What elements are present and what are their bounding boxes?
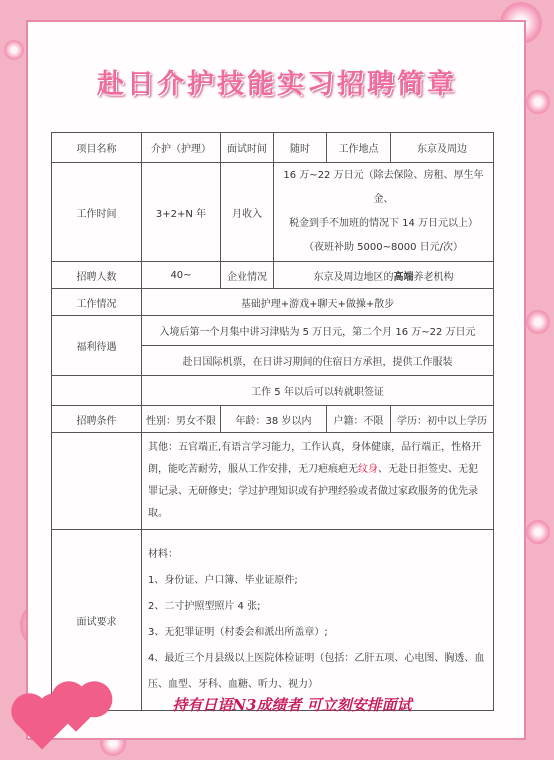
table-cell: 工作 5 年以后可以转就职签证 [142,376,494,406]
table-cell: 基础护理+游戏+聊天+做操+散步 [142,289,494,316]
table-cell: 企业情况 [221,262,274,289]
company-desc: 养老机构 [413,271,454,283]
table-cell: 随时 [274,133,327,163]
table-row [52,262,494,289]
table-cell [274,262,494,289]
table-cell: 介护（护理） [142,133,221,163]
income-line: 16 万~22 万日元（除去保险、房租、厚生年金、 [283,170,484,205]
table-cell: 月收入 [221,163,274,262]
income-line: （夜班补助 5000~8000 日元/次） [303,242,463,253]
flower-icon [526,310,550,334]
table-cell: 3+2+N 年 [142,163,221,262]
material-line: 3、无犯罪证明（村委会和派出所盖章）; [148,627,328,638]
page-title: 赴日介护技能实习招聘简章 [97,69,457,100]
table-cell: 工作时间 [52,163,142,262]
table-cell [52,433,142,530]
table-cell [142,530,494,711]
footer-slogan: 持有日语N3成绩者 可立刻安排面试 [172,696,412,714]
table-cell: 项目名称 [52,133,142,163]
table-row [52,316,494,346]
table-row [52,376,494,406]
company-desc-highlight: 高端 [393,271,414,283]
table-row [52,289,494,316]
table-row [52,406,494,433]
table-cell: 招聘条件 [52,406,142,433]
table-row [52,163,494,262]
table-cell: 年龄：38 岁以内 [221,406,327,433]
table-cell: 赴日国际机票，在日讲习期间的住宿日方承担，提供工作服装 [142,346,494,376]
recruitment-table [51,132,494,711]
table-cell: 入境后第一个月集中讲习津贴为 5 万日元，第二个月 16 万~22 万日元 [142,316,494,346]
material-line: 1、身份证、户口簿、毕业证原件; [148,575,298,586]
table-row [52,433,494,530]
table-cell: 性别：男女不限 [142,406,221,433]
table-cell: 工作情况 [52,289,142,316]
material-line: 2、二寸护照型照片 4 张; [148,601,261,612]
table-cell: 40~ [142,262,221,289]
table-cell [142,433,494,530]
flower-icon [526,520,550,544]
table-cell [52,376,142,406]
table-cell: 面试要求 [52,530,142,711]
table-cell: 工作地点 [327,133,391,163]
company-desc: 东京及周边地区的 [313,271,394,283]
table-cell: 面试时间 [221,133,274,163]
table-cell: 户籍：不限 [327,406,391,433]
table-cell [274,163,494,262]
other-requirements: 、无赴日拒签史、无犯罪记录、无研修史；学过护理知识或有护理经验或者做过家政服务的优先录取。 [148,464,478,519]
table-cell: 东京及周边 [391,133,494,163]
material-line: 材料： [148,549,178,560]
table-cell: 福利待遇 [52,316,142,376]
material-line: 4、最近三个月县级以上医院体检证明（包括：乙肝五项、心电图、胸透、血压、血型、牙科、血糖、听力、视力） [148,653,485,690]
table-cell: 招聘人数 [52,262,142,289]
table-row [52,530,494,711]
table-cell: 学历：初中以上学历 [391,406,494,433]
flower-icon [4,40,24,60]
table-row [52,133,494,163]
income-line: 税金到手不加班的情况下 14 万日元以上） [288,218,479,229]
other-requirements: 其他：五官端正,有语言学习能力，工作认真，身体健康，品行端正，性格开朗，能吃苦耐劳，服从工作安排，无刀疤痕疤无 [148,442,482,475]
other-requirements-highlight: 纹身 [358,464,378,475]
